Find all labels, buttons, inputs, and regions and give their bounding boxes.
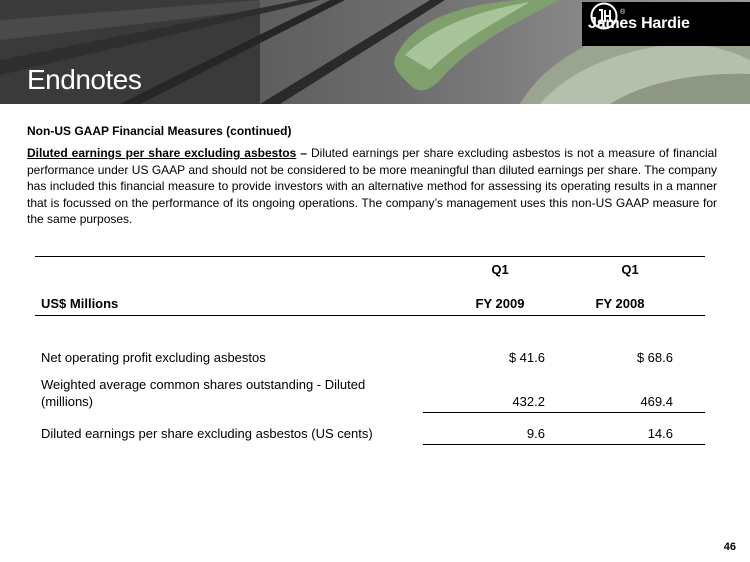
row2-value-fy2009: 432.2 bbox=[512, 394, 545, 409]
row3-value-fy2008: 14.6 bbox=[647, 426, 673, 441]
page-title: Endnotes bbox=[27, 64, 142, 95]
row2-value-fy2008: 469.4 bbox=[640, 394, 673, 409]
row1-value-fy2009: $ 41.6 bbox=[508, 350, 545, 365]
col2-quarter: Q1 bbox=[621, 262, 639, 277]
header-banner bbox=[0, 0, 750, 104]
subtotal-rule bbox=[423, 412, 705, 413]
row-label-weighted-shares-unit: (millions) bbox=[41, 394, 93, 409]
company-logo bbox=[582, 2, 750, 46]
table-header-rule bbox=[35, 315, 705, 316]
section-subtitle: Non-US GAAP Financial Measures (continued) bbox=[27, 124, 292, 138]
row-header-units: US$ Millions bbox=[41, 296, 119, 311]
row3-value-fy2009: 9.6 bbox=[526, 426, 545, 441]
row1-value-fy2008: $ 68.6 bbox=[636, 350, 673, 365]
col1-fiscal-year: FY 2009 bbox=[475, 296, 525, 311]
paragraph-text: Diluted earnings per share excluding asbestos is not a measure of financial performance under US GAAP and should not be considered to be more meaningful than diluted earnings per share. The company has included this financial measure to provide investors with an alternative method for assessing its operating results in a manner that is focussed on the performance of its ongoing operations. The company’s management uses this non-US GAAP measure for the same purposes. bbox=[27, 146, 717, 227]
col1-quarter: Q1 bbox=[491, 262, 509, 277]
jh-monogram-icon bbox=[590, 2, 618, 30]
col2-fiscal-year: FY 2008 bbox=[595, 296, 645, 311]
total-rule bbox=[423, 444, 705, 445]
table-top-rule bbox=[35, 256, 705, 257]
registered-mark: ® bbox=[620, 9, 626, 16]
description-paragraph bbox=[27, 145, 717, 228]
row-label-weighted-shares: Weighted average common shares outstanding - Diluted bbox=[41, 377, 366, 392]
row-label-diluted-eps: Diluted earnings per share excluding asbestos (US cents) bbox=[41, 426, 373, 441]
logo-wordmark: James Hardie bbox=[588, 15, 690, 32]
lead-term: Diluted earnings per share excluding asbestos bbox=[27, 146, 297, 160]
page-number: 46 bbox=[723, 541, 736, 553]
lead-dash: – bbox=[300, 146, 307, 160]
row-label-net-operating-profit: Net operating profit excluding asbestos bbox=[41, 350, 266, 365]
